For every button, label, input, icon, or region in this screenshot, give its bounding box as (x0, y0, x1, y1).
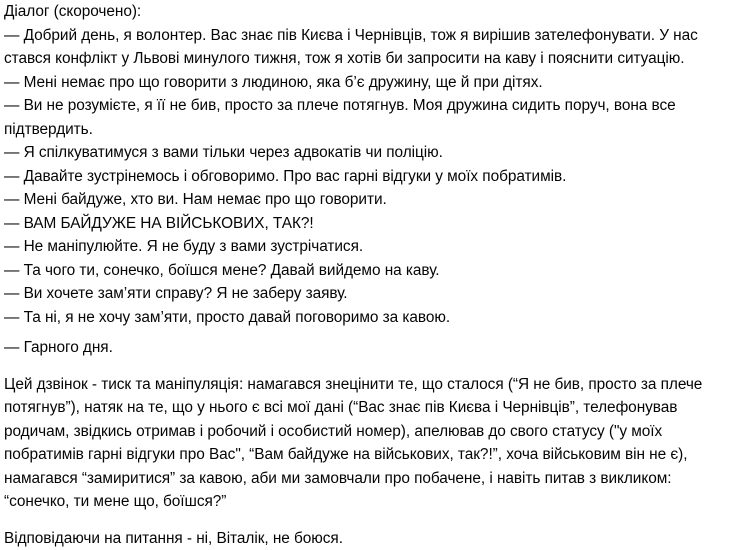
dialog-list (4, 24, 740, 330)
dialog-heading: Діалог (скорочено): (4, 0, 740, 24)
dialog-closing (4, 336, 740, 360)
dialog-line-last: — Гарного дня. (4, 336, 740, 360)
dialog-line: — Не маніпулюйте. Я не буду з вами зустрічатися. (4, 235, 740, 259)
answer-paragraph: Відповідаючи на питання - ні, Віталік, не боюся. (4, 527, 740, 550)
paragraph-spacer (4, 360, 740, 373)
dialog-line: — Ви хочете зам’яти справу? Я не заберу заяву. (4, 282, 740, 306)
dialog-line: — Та ні, я не хочу зам’яти, просто давай поговоримо за кавою. (4, 306, 740, 330)
dialog-line: — Давайте зустрінемось і обговоримо. Про вас гарні відгуки у моїх побратимів. (4, 165, 740, 189)
dialog-line: — Ви не розумієте, я її не бив, просто за плече потягнув. Моя дружина сидить поруч, вона все підтвердить. (4, 94, 740, 141)
dialog-line: — Я спілкуватимуся з вами тільки через адвокатів чи поліцію. (4, 141, 740, 165)
dialog-line: — Мені немає про що говорити з людиною, яка б’є дружину, ще й при дітях. (4, 71, 740, 95)
dialog-line: — Та чого ти, сонечко, боїшся мене? Давай вийдемо на каву. (4, 259, 740, 283)
paragraph-spacer (4, 514, 740, 527)
analysis-paragraph: Цей дзвінок - тиск та маніпуляція: намагався знецінити те, що сталося (“Я не бив, просто за плече потягнув”), натяк на те, що у нього є всі мої дані (“Вас знає пів Києва і Чернівців”, телефонував родичам, звідкись отримав і робочий і особистий номер), апелював до свого статусу ("у моїх побратимів гарні відгуки про Вас", “Вам байдуже на військових, так?!”, хоча військовим він не є), намагався “замиритися” за кавою, аби ми замовчали про побачене, і навіть питав з викликом: “сонечко, ти мене що, боїшся?” (4, 373, 740, 514)
dialog-line: — Мені байдуже, хто ви. Нам немає про що говорити. (4, 188, 740, 212)
dialog-line: — Добрий день, я волонтер. Вас знає пів Києва і Чернівців, тож я вирішив зателефонувати. У нас стався конфлікт у Львові минулого тижня, тож я хотів би запросити на каву і пояснити ситуацію. (4, 24, 740, 71)
dialog-line: — ВАМ БАЙДУЖЕ НА ВІЙСЬКОВИХ, ТАК?! (4, 212, 740, 236)
